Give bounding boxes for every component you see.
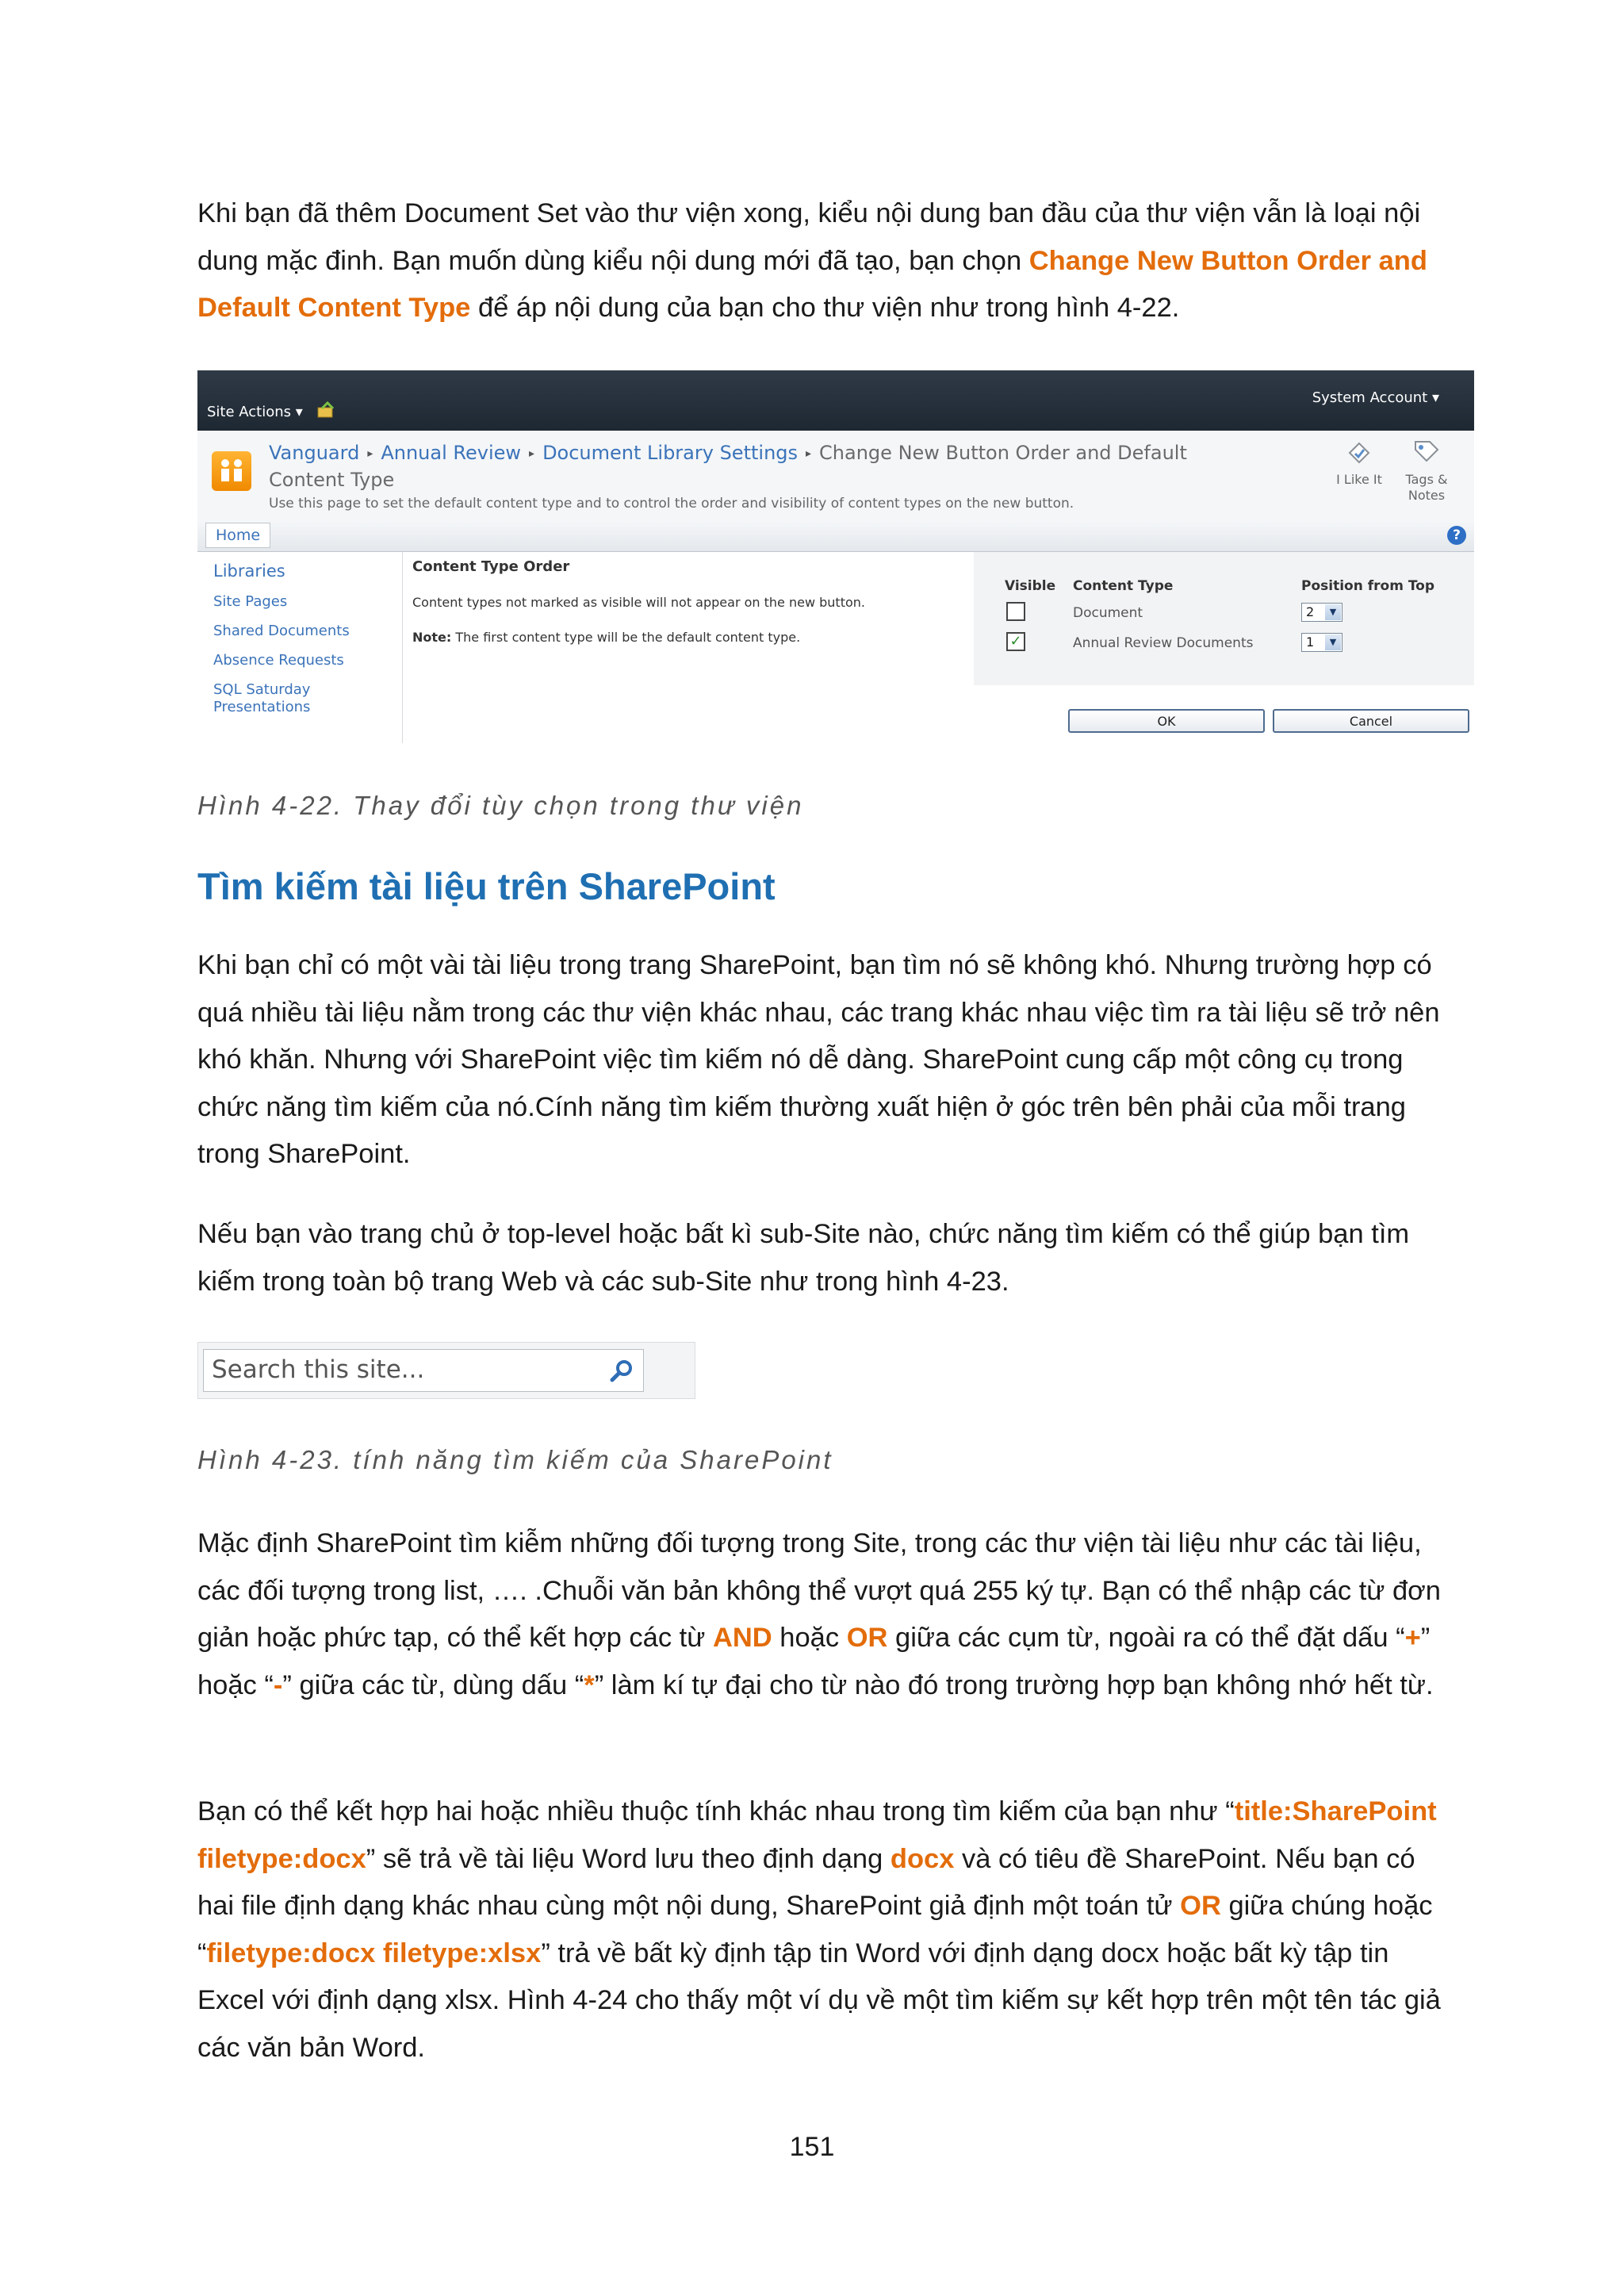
plus-operator: +: [1404, 1623, 1421, 1653]
text: giữa các cụm từ, ngoài ra có thể đặt dấu “: [887, 1623, 1405, 1653]
search-input[interactable]: [204, 1350, 592, 1389]
text: ” sẽ trả về tài liệu Word lưu theo định dạng: [366, 1843, 891, 1874]
visible-checkbox-annual-review[interactable]: ✓: [1006, 632, 1025, 651]
nav-item-absence-requests[interactable]: Absence Requests: [213, 652, 344, 669]
wildcard-operator: *: [584, 1669, 595, 1700]
section-note: [412, 630, 800, 645]
text: Mặc định SharePoint tìm kiễm những đối tượng trong Site, trong các thư viện tài liệu như các tài liệu, các đối tượng trong list, …. .Chuỗi văn bản không thể vượt quá 255 ký tự. Bạn có thể nhập các từ đơn giản hoặc phức tạp, có thể kết hợp các từ: [197, 1528, 1441, 1653]
position-value: 2: [1306, 604, 1315, 619]
chevron-down-icon: ▼: [1325, 604, 1341, 620]
tags-notes-button[interactable]: [1391, 437, 1462, 504]
breadcrumb: [269, 440, 1260, 493]
section-description: Content types not marked as visible will not appear on the new button.: [412, 595, 865, 610]
section-title: Content Type Order: [412, 558, 570, 575]
breadcrumb-arrow-icon: ▸: [367, 447, 373, 460]
text: hoặc: [772, 1623, 847, 1653]
page-description: Use this page to set the default content type and to control the order and visibility of content types on the new button.: [269, 496, 1074, 512]
sp-page-header: [197, 431, 1474, 520]
and-keyword: AND: [712, 1623, 772, 1653]
column-visible: Visible: [1005, 578, 1056, 594]
content-type-annual-review: Annual Review Documents: [1073, 635, 1254, 651]
system-account-menu[interactable]: System Account ▾: [1312, 389, 1439, 406]
tag-icon: [1411, 437, 1442, 469]
content-type-document: Document: [1073, 605, 1143, 621]
column-content-type: Content Type: [1073, 578, 1174, 594]
content-type-order-section: [403, 552, 974, 685]
quick-launch: [197, 552, 403, 743]
breadcrumb-arrow-icon: ▸: [529, 447, 535, 460]
site-actions-menu[interactable]: Site Actions ▾: [207, 404, 303, 420]
section-heading: Tìm kiếm tài liệu trên SharePoint: [197, 865, 776, 907]
site-logo: [212, 451, 251, 491]
tab-home[interactable]: Home: [205, 523, 270, 548]
breadcrumb-current: Change New Button Order and Default Content Type: [269, 442, 1187, 491]
text: giữa chúng hoặc “: [197, 1891, 1433, 1968]
text: và có tiêu đề SharePoint. Nếu bạn có hai file định dạng khác nhau cùng một nội dung, SharePoint giả định một toán tử: [197, 1843, 1415, 1921]
note-label: Note:: [412, 630, 452, 645]
sp-tab-bar: [197, 519, 1474, 552]
note-text: The first content type will be the default content type.: [451, 630, 801, 645]
search-intro-paragraph: Khi bạn chỉ có một vài tài liệu trong trang SharePoint, bạn tìm nó sẽ không khó. Nhưng trường hợp có quá nhiều tài liệu nằm trong các thư viện khác nhau, các trang khác nhau việc tìm ra tài liệu sẽ trở nên khó khăn. Nhưng với SharePoint việc tìm kiếm nó dễ dàng. SharePoint cung cấp một công cụ trong chức năng tìm kiếm của nó.Cính năng tìm kiếm thường xuất hiện ở góc trên bên phải của mỗi trang trong SharePoint.: [197, 950, 1440, 1169]
query-example-2: filetype:docx filetype:xlsx: [206, 1938, 542, 1968]
figure-4-23-search: [197, 1342, 695, 1399]
people-icon: [212, 451, 251, 491]
help-icon[interactable]: ?: [1447, 526, 1466, 545]
i-like-it-button[interactable]: [1323, 437, 1395, 488]
sp-top-bar: [197, 370, 1474, 431]
breadcrumb-arrow-icon: ▸: [806, 447, 812, 460]
default-search-paragraph: [197, 1520, 1442, 1709]
intro-text-2: để áp nội dung của bạn cho thư viện như trong hình 4-22.: [470, 293, 1180, 323]
text: Bạn có thể kết hợp hai hoặc nhiều thuộc tính khác nhau trong tìm kiếm của bạn như “: [197, 1796, 1235, 1826]
figure-4-22-caption: Hình 4-22. Thay đổi tùy chọn trong thư viện: [197, 791, 804, 820]
nav-item-site-pages[interactable]: Site Pages: [213, 593, 288, 610]
minus-operator: -: [273, 1669, 283, 1700]
breadcrumb-annual-review[interactable]: Annual Review: [381, 442, 522, 464]
nav-item-shared-documents[interactable]: Shared Documents: [213, 623, 350, 639]
tags-notes-label: Tags & Notes: [1405, 472, 1448, 503]
text: ” làm kí tự đại cho từ nào đó trong trường hợp bạn không nhớ hết từ.: [594, 1669, 1434, 1700]
position-select-document[interactable]: [1301, 603, 1342, 622]
position-select-annual-review[interactable]: [1301, 633, 1342, 652]
chevron-down-icon: ▼: [1325, 634, 1341, 650]
column-position: Position from Top: [1301, 578, 1435, 594]
docx-keyword: docx: [890, 1843, 955, 1874]
query-example-1: title:SharePoint filetype:docx: [197, 1796, 1437, 1874]
page-number: 151: [789, 2132, 835, 2162]
property-search-paragraph: [197, 1788, 1442, 2072]
text: ” hoặc “: [197, 1623, 1431, 1700]
thumbs-up-icon: [1343, 437, 1375, 469]
breadcrumb-vanguard[interactable]: Vanguard: [269, 442, 360, 464]
nav-item-sql-saturday[interactable]: SQL Saturday Presentations: [213, 681, 311, 715]
nav-heading-libraries[interactable]: Libraries: [213, 562, 285, 581]
navigate-up-icon[interactable]: [316, 401, 335, 420]
or-keyword: OR: [846, 1623, 888, 1653]
figure-4-23-caption: Hình 4-23. tính năng tìm kiếm của SharePoint: [197, 1445, 833, 1474]
top-level-paragraph: Nếu bạn vào trang chủ ở top-level hoặc bất kì sub-Site nào, chức năng tìm kiếm có thể giúp bạn tìm kiếm trong toàn bộ trang Web và các sub-Site như trong hình 4-23.: [197, 1219, 1410, 1297]
search-box: [203, 1349, 644, 1392]
or-keyword: OR: [1180, 1891, 1221, 1921]
search-icon[interactable]: [608, 1358, 635, 1385]
figure-4-22-screenshot: [197, 370, 1474, 743]
text: ” giữa các từ, dùng dấu “: [282, 1669, 584, 1700]
text: ” trả về bất kỳ định tập tin Word với định dạng docx hoặc bất kỳ tập tin Excel với định dạng xlsx. Hình 4-24 cho thấy một ví dụ về một tìm kiếm sự kết hợp trên một tên tác giả các văn bản Word.: [197, 1938, 1441, 2063]
ok-button[interactable]: OK: [1068, 709, 1265, 733]
intro-paragraph: [197, 190, 1442, 332]
i-like-it-label: I Like It: [1336, 472, 1382, 487]
breadcrumb-library-settings[interactable]: Document Library Settings: [542, 442, 799, 464]
position-value: 1: [1306, 634, 1315, 650]
intro-highlight: Change New Button Order and Default Content Type: [197, 245, 1427, 323]
intro-text-1: Khi bạn đã thêm Document Set vào thư viện xong, kiểu nội dung ban đầu của thư viện vẫn là loại nội dung mặc đinh. Bạn muốn dùng kiểu nội dung mới đã tạo, bạn chọn: [197, 198, 1421, 276]
visible-checkbox-document[interactable]: [1006, 602, 1025, 621]
cancel-button[interactable]: Cancel: [1273, 709, 1469, 733]
